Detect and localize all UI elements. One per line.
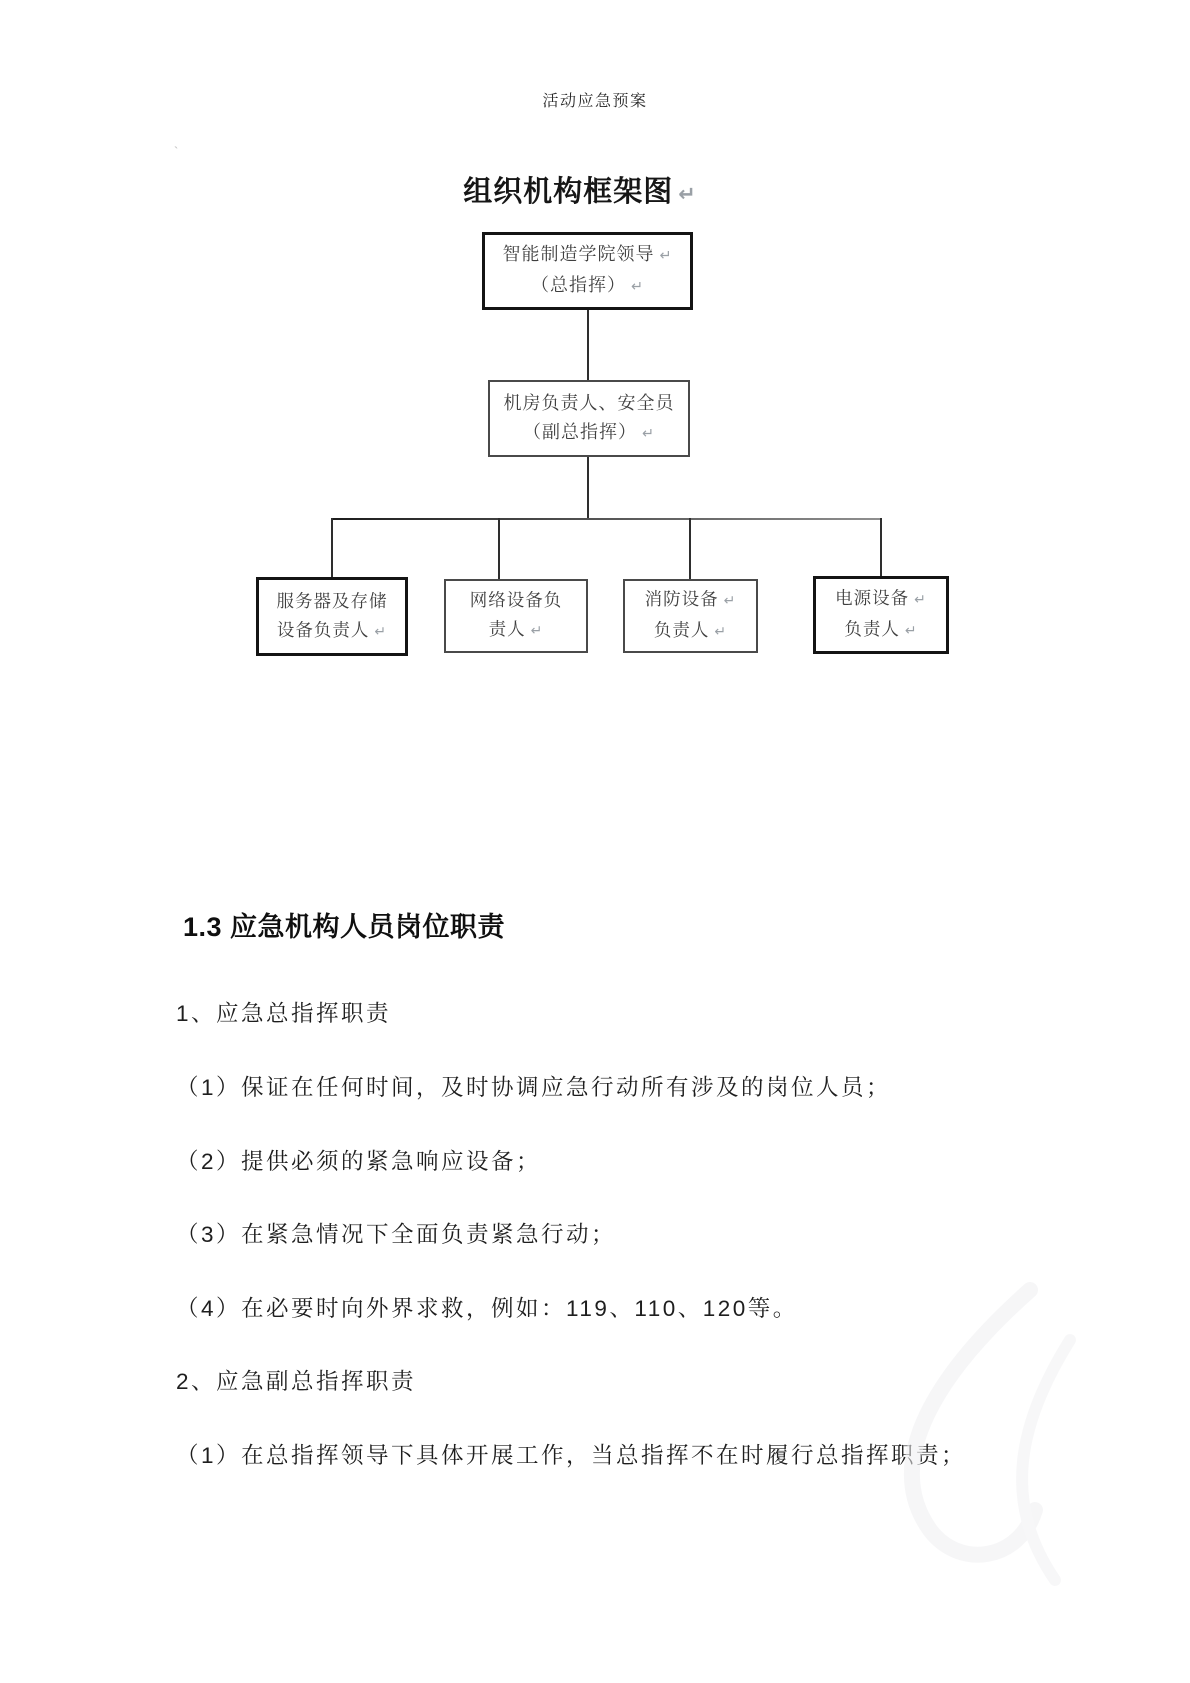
node-text: 消防设备 xyxy=(644,589,719,609)
node-text: 负责人 xyxy=(844,619,900,639)
node-line xyxy=(625,585,756,616)
return-mark-icon: ↵ xyxy=(374,623,388,640)
node-line xyxy=(485,240,690,271)
connector-drop-3 xyxy=(689,518,691,579)
org-node-server-storage xyxy=(256,577,408,656)
return-mark-icon: ↵ xyxy=(714,624,728,640)
return-mark-icon: ↵ xyxy=(630,279,645,295)
paragraph: （1）保证在任何时间，及时协调应急行动所有涉及的岗位人员； xyxy=(176,1075,892,1100)
diagram-title xyxy=(380,169,780,210)
return-mark-icon: ↵ xyxy=(530,623,544,639)
node-text: 责人 xyxy=(488,619,526,639)
return-mark-icon: ↵ xyxy=(641,425,656,442)
node-line xyxy=(625,616,756,647)
node-line xyxy=(816,615,946,646)
org-node-chief-commander xyxy=(482,232,693,310)
paragraph: 1、应急总指挥职责 xyxy=(176,1001,392,1026)
faint-watermark xyxy=(820,1280,1120,1610)
paragraph: （2）提供必须的紧急响应设备； xyxy=(176,1149,542,1174)
paragraph: 2、应急副总指挥职责 xyxy=(176,1369,417,1394)
paragraph: （3）在紧急情况下全面负责紧急行动； xyxy=(176,1222,617,1247)
connector-mid-to-branch xyxy=(587,457,589,518)
org-node-network-equipment xyxy=(444,579,588,653)
node-line xyxy=(259,616,405,647)
stray-mark: ` xyxy=(174,144,179,159)
connector-top-to-mid xyxy=(587,310,589,380)
diagram-title-text: 组织机构框架图 xyxy=(463,174,674,208)
connector-drop-1 xyxy=(331,518,333,578)
return-mark-icon: ↵ xyxy=(904,623,918,639)
org-node-deputy-commander xyxy=(488,380,690,457)
node-text: 网络设备负 xyxy=(469,590,563,610)
org-node-power-equipment xyxy=(813,576,949,654)
node-text: 服务器及存储 xyxy=(276,590,388,611)
document-header: 活动应急预案 xyxy=(542,93,648,110)
node-text: 电源设备 xyxy=(835,588,910,608)
paragraph: （1）在总指挥领导下具体开展工作，当总指挥不在时履行总指挥职责； xyxy=(176,1443,967,1468)
node-text: 设备负责人 xyxy=(276,619,370,640)
return-mark-icon: ↵ xyxy=(678,182,697,206)
node-line xyxy=(485,271,690,302)
node-text: （总指挥） xyxy=(530,275,626,295)
node-line xyxy=(490,389,688,418)
node-text: 机房负责人、安全员 xyxy=(503,392,675,413)
return-mark-icon: ↵ xyxy=(723,593,737,609)
node-line xyxy=(446,615,586,646)
org-node-fire-equipment xyxy=(623,579,758,653)
return-mark-icon: ↵ xyxy=(659,248,673,264)
node-line xyxy=(816,584,946,615)
section-heading: 1.3 应急机构人员岗位职责 xyxy=(183,912,506,942)
node-text: 负责人 xyxy=(653,620,710,640)
return-mark-icon: ↵ xyxy=(914,592,927,608)
node-text: 智能制造学院领导 xyxy=(502,244,655,264)
connector-branch-line xyxy=(331,518,882,520)
paragraph: （4）在必要时向外界求救，例如：119、110、120等。 xyxy=(176,1296,798,1321)
node-text: （副总指挥） xyxy=(522,421,637,442)
connector-drop-4 xyxy=(880,518,882,576)
node-line xyxy=(259,587,405,616)
node-line xyxy=(446,586,586,615)
connector-drop-2 xyxy=(498,518,500,579)
node-line xyxy=(490,418,688,449)
